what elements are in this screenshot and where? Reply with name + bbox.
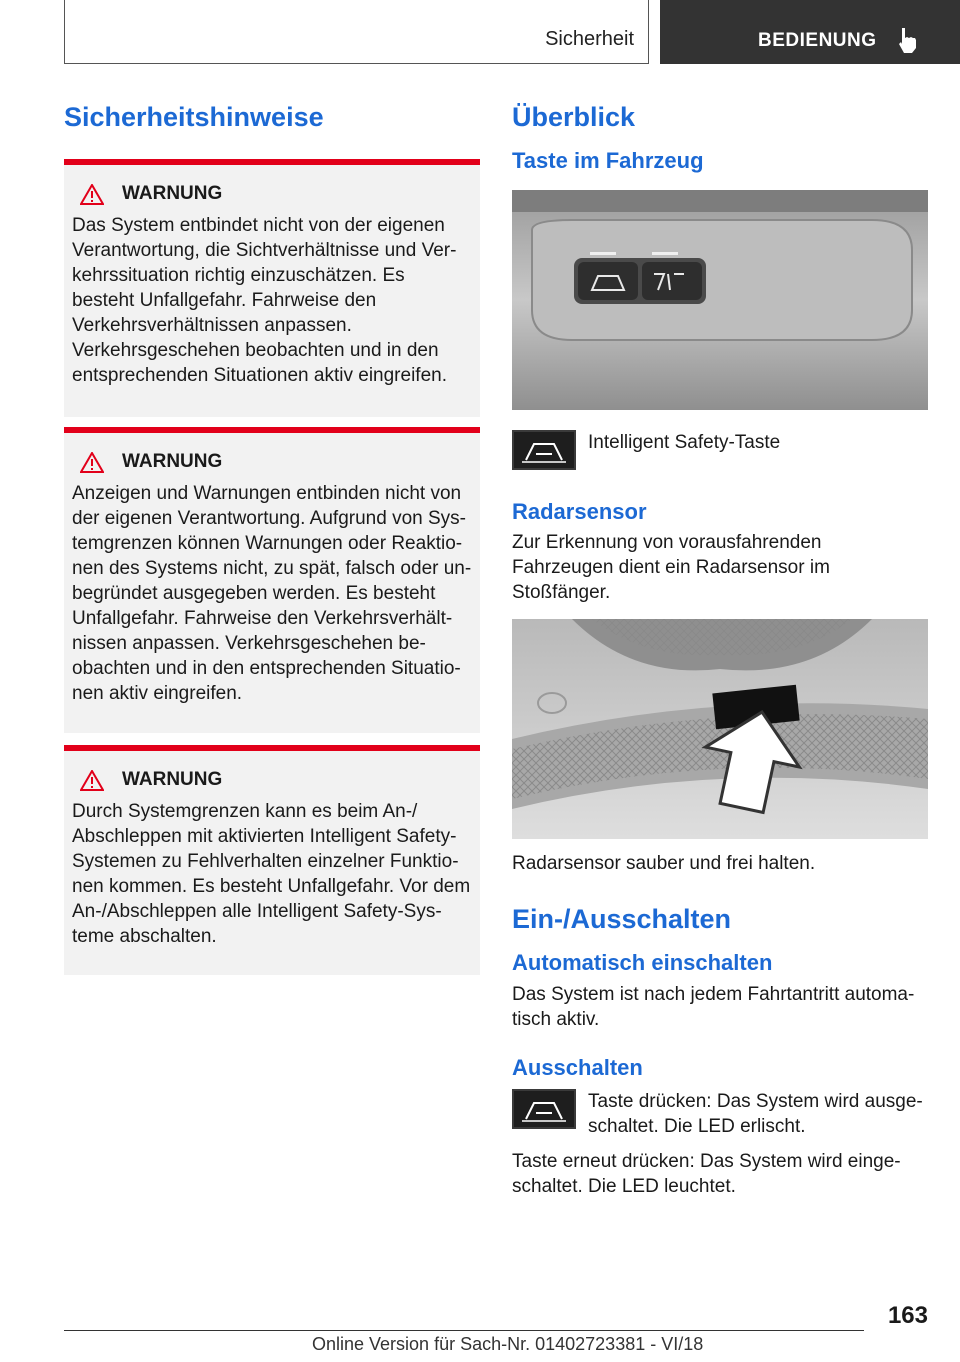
- button-caption-row: [512, 430, 928, 470]
- pointing-hand-icon: [896, 26, 920, 54]
- warning-triangle-icon: [80, 452, 104, 473]
- subtitle-auto-on: Automatisch einschalten: [512, 950, 773, 976]
- page-number: 163: [887, 1302, 928, 1329]
- switch-on-again-text: Taste erneut drücken: Das System wird eingeschaltet. Die LED leuchtet.: [512, 1150, 901, 1197]
- footer-divider: [64, 1330, 864, 1331]
- warning-label: WARNUNG: [122, 451, 223, 473]
- radar-caption: Radarsensor sauber und frei halten.: [512, 853, 816, 875]
- switch-off-row: [512, 1089, 928, 1139]
- radar-sensor-photo: [512, 619, 928, 839]
- warning-triangle-icon: [80, 184, 104, 205]
- left-column: [64, 100, 480, 975]
- warning-box-3: [64, 745, 480, 975]
- warning-text: Das System entbindet nicht von der eigenen Verantwortung, die Sichtverhältnisse und Verkehrssituation richtig einzuschätzen. Es besteht Unfallgefahr. Fahrweise den Verkehrsverhältnissen anpassen. Verkehrsgeschehen beobachten und in den entsprechenden Situationen aktiv eingreifen.: [72, 215, 457, 387]
- title-on-off: Ein-/Ausschalten: [512, 904, 732, 935]
- header-chapter-label: BEDIENUNG: [758, 30, 877, 51]
- warning-box-1: [64, 159, 480, 417]
- subtitle-radar-sensor: Radarsensor: [512, 498, 647, 524]
- button-panel-photo: [512, 190, 928, 410]
- subtitle-button-in-vehicle: Taste im Fahrzeug: [512, 148, 704, 174]
- warning-label: WARNUNG: [122, 183, 223, 205]
- online-version-note: Online Version für Sach-Nr. 01402723381 - VI/18: [312, 1334, 704, 1354]
- switch-off-text: Taste drücken: Das System wird ausgeschaltet. Die LED erlischt.: [588, 1090, 923, 1137]
- title-safety-notes: Sicherheitshinweise: [64, 102, 324, 132]
- warning-triangle-icon: [80, 770, 104, 791]
- header-section-label: Sicherheit: [545, 28, 634, 50]
- right-column: [512, 100, 928, 1199]
- button-caption: Intelligent Safety-Taste: [588, 431, 781, 453]
- intelligent-safety-button-icon: [512, 430, 576, 470]
- intelligent-safety-button-icon: [512, 1089, 576, 1129]
- warning-box-2: [64, 427, 480, 733]
- warning-text: Durch Systemgrenzen kann es beim An-/ Abschleppen mit aktivierten Intelligent Safety-Systemen zu Fehlverhalten einzelner Funktionen kommen. Es besteht Unfallgefahr. Vor dem An-/Abschleppen alle Intelligent Safety-Systeme abschalten.: [72, 801, 471, 948]
- subtitle-switch-off: Ausschalten: [512, 1054, 643, 1080]
- header-chapter-tab: [660, 0, 960, 64]
- warning-label: WARNUNG: [122, 769, 223, 791]
- warning-text: Anzeigen und Warnungen entbinden nicht von der eigenen Verantwortung. Aufgrund von Systemgrenzen können Warnungen oder Reaktionen des Systems nicht, zu spät, falsch oder unbegründet ausgegeben werden. Es besteht Unfallgefahr. Fahrweise den Verkehrsverhältnissen anpassen. Verkehrsgeschehen beobachten und in den entsprechenden Situationen aktiv eingreifen.: [72, 483, 472, 705]
- title-overview: Überblick: [512, 102, 636, 132]
- auto-on-text: Das System ist nach jedem Fahrtantritt automatisch aktiv.: [512, 983, 915, 1030]
- radar-description: Zur Erkennung von vorausfahrenden Fahrzeugen dient ein Radarsensor im Stoßfänger.: [512, 532, 830, 604]
